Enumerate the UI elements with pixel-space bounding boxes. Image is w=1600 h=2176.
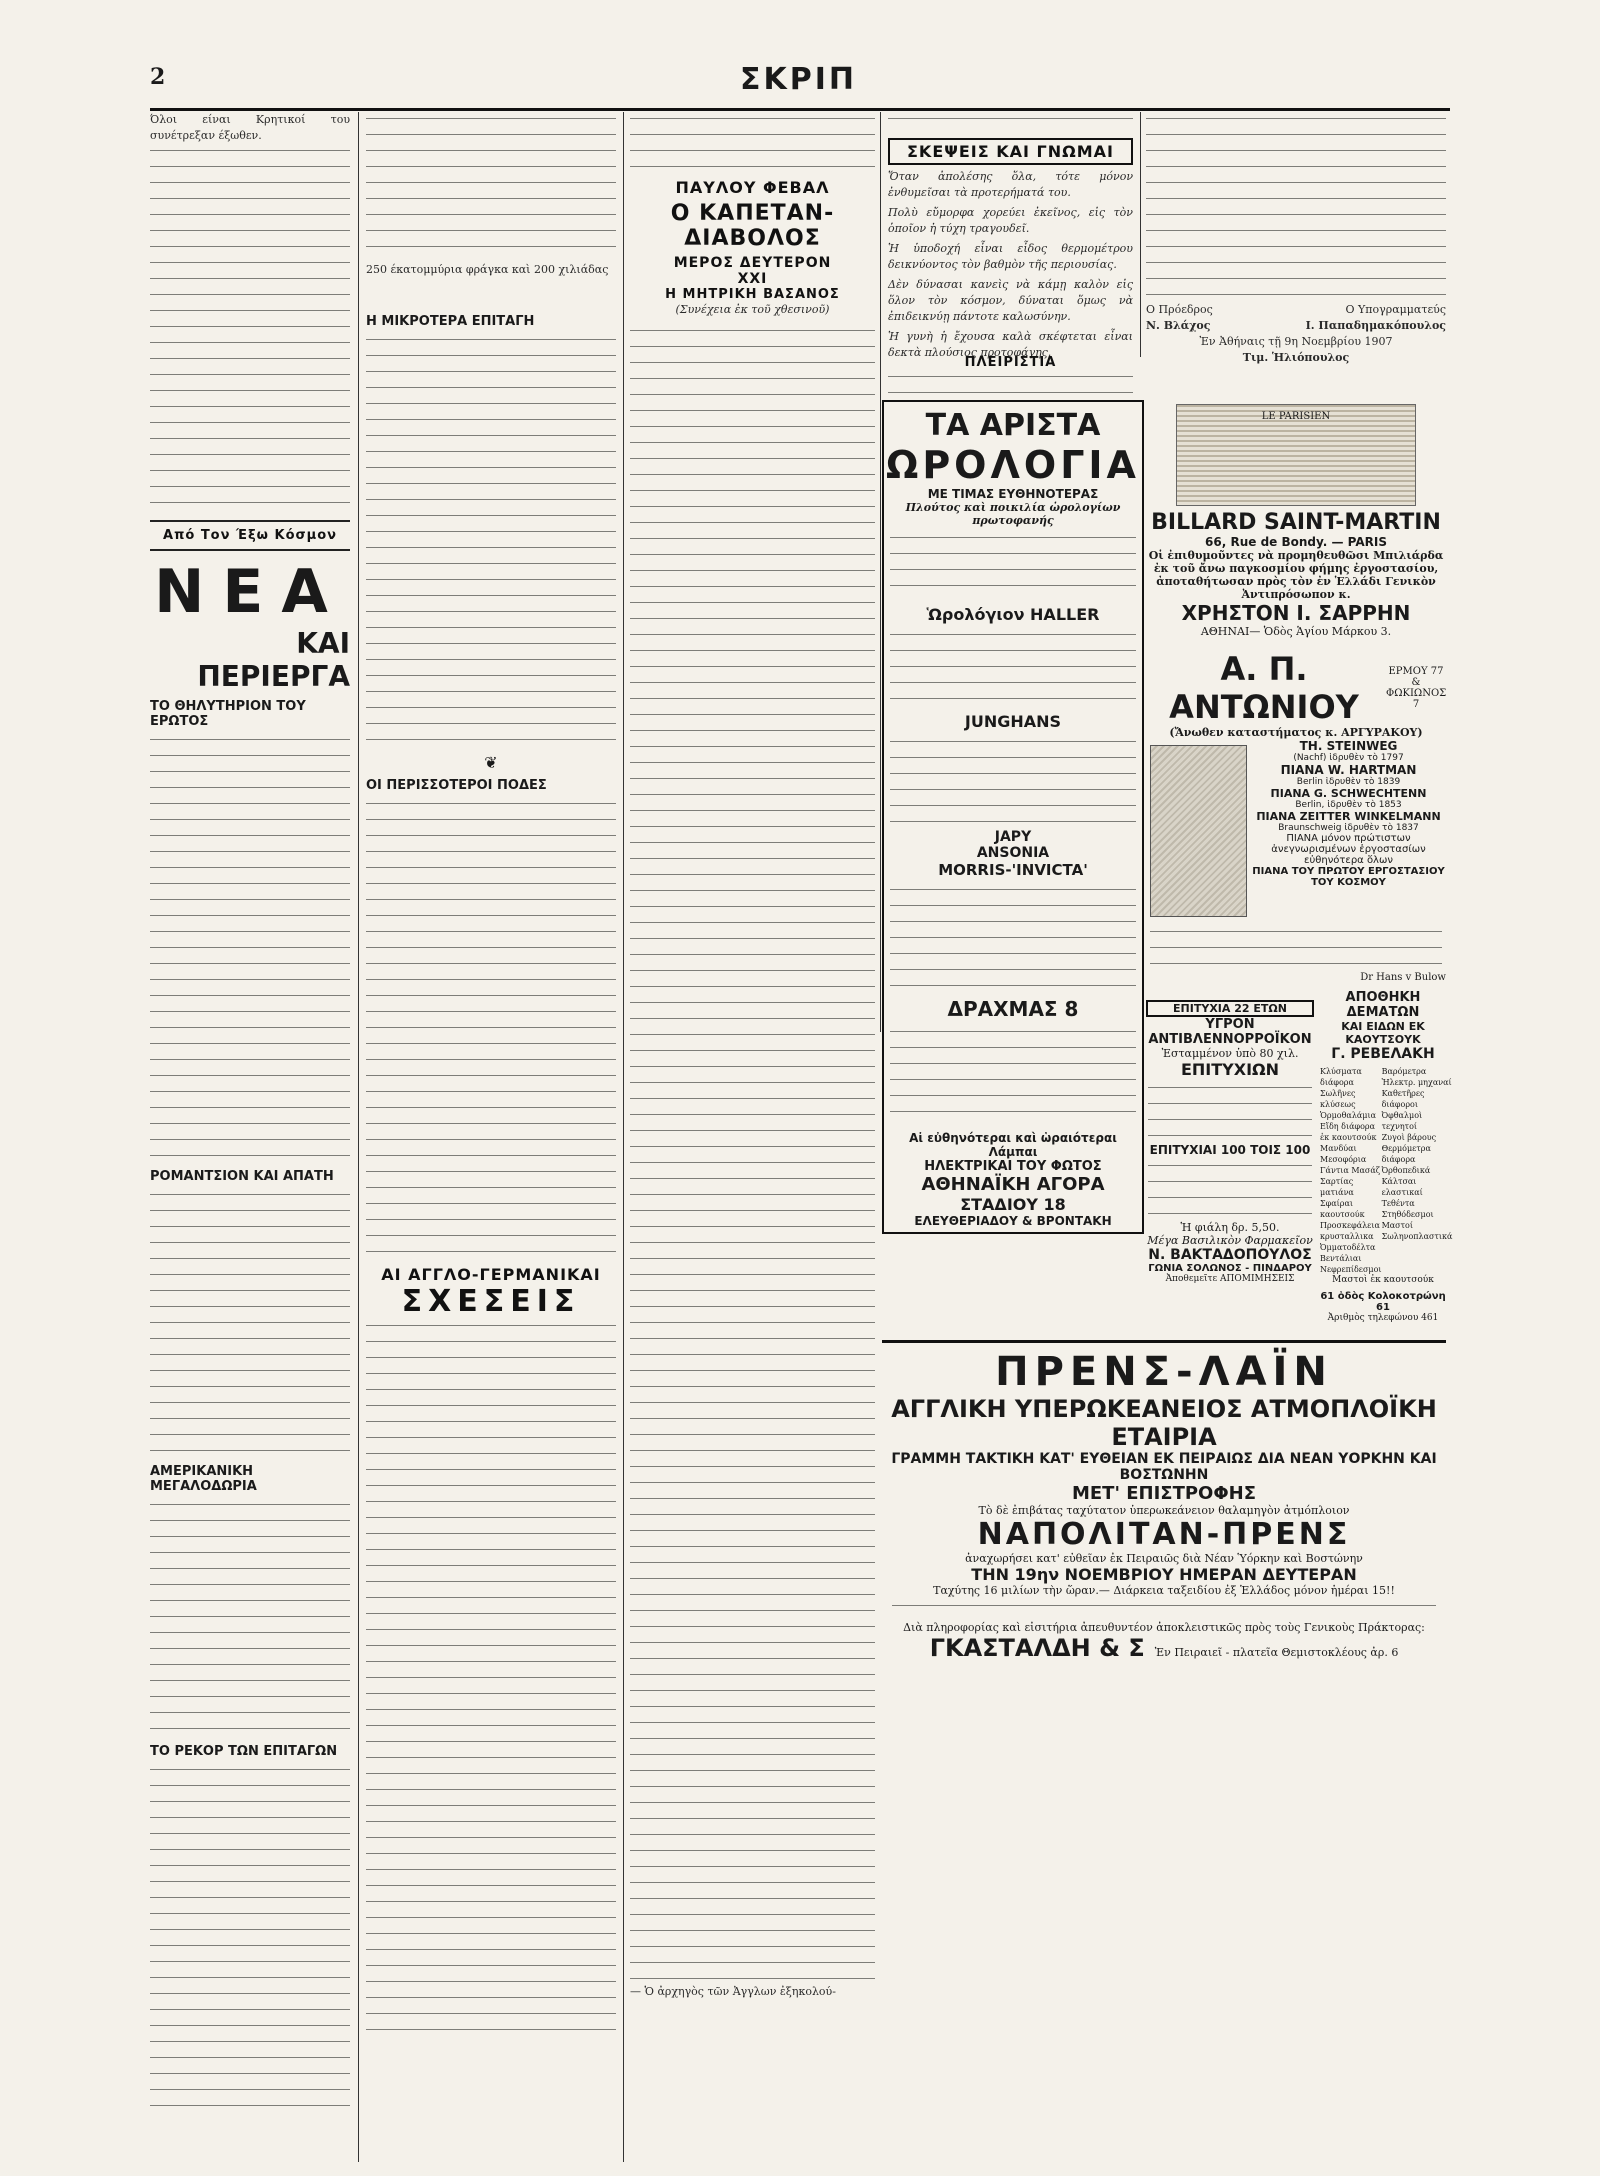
rubber-ad	[1320, 990, 1453, 1335]
rubber-item: Καθετῆρες διάφοροι	[1381, 1089, 1425, 1109]
heading-pleiristia: ΠΛΕΙΡΙΣΤΙΑ	[964, 355, 1057, 370]
notice-signatures	[1146, 302, 1446, 318]
antoniou-ad	[1146, 650, 1447, 983]
watches-line4: Πλούτος καὶ ποικιλία ὡρολογίων πρωτοφανής	[905, 501, 1121, 527]
watches-morris: MORRIS-'INVICTA'	[938, 861, 1088, 879]
billard-address: 66, Rue de Bondy. — PARIS	[1205, 535, 1387, 549]
text-block	[366, 112, 616, 262]
rubber-item: Ὀμματοδέλτα	[1320, 1243, 1376, 1252]
rubber-item: Στηθόδεσμοι	[1381, 1210, 1434, 1219]
novel-author: ΠΑΥΛΟΥ ΦΕΒΑΛ	[675, 178, 830, 197]
heading-podes: ΟΙ ΠΕΡΙΣΣΟΤΕΡΟΙ ΠΟΔΕΣ	[366, 778, 547, 793]
prince-h4: ΜΕΤ' ΕΠΙΣΤΡΟΦΗΣ	[1071, 1483, 1257, 1504]
rubber-item: Κλύσματα διάφορα	[1320, 1067, 1362, 1087]
text-block	[888, 112, 1133, 134]
lamps-line5: ΕΛΕΥΘΕΡΙΑΔΟΥ & ΒΡΟΝΤΑΚΗ	[914, 1214, 1112, 1228]
billiard-table-image	[1176, 404, 1416, 506]
rubber-item: Γάντια Μασάζ	[1320, 1166, 1381, 1175]
rubber-h2: ΚΑΙ ΕΙΔΩΝ ΕΚ ΚΑΟΥΤΣΟΥΚ	[1341, 1020, 1425, 1046]
notice-secretary: Ι. Παπαδημακόπουλος	[1305, 319, 1446, 332]
rubber-item: Προσκεφάλεια κρυσταλλικα	[1320, 1221, 1380, 1241]
rubber-item: Ὀρθοπεδικά	[1381, 1166, 1431, 1175]
billiard-table-label: LE PARISIEN	[1261, 411, 1331, 422]
anti-h9: ΓΩΝΙΑ ΣΟΛΩΝΟΣ - ΠΙΝΔΑΡΟΥ	[1148, 1263, 1312, 1274]
text-block	[890, 628, 1136, 708]
billard-name: BILLARD SAINT-MARTIN	[1151, 510, 1441, 535]
anti-h5: ΕΠΙΤΥΧΙΑΙ 100 ΤΟΙΣ 100	[1149, 1143, 1311, 1157]
rubber-item: Σαρτίας ματιάνα	[1320, 1177, 1354, 1197]
antoniou-name: Α. Π. ΑΝΤΩΝΙΟΥ	[1169, 650, 1359, 726]
rubber-item: Μεσοφόρια	[1320, 1155, 1367, 1164]
prince-h6: ΝΑΠΟΛΙΤΑΝ-ΠΡΕΝΣ	[977, 1517, 1351, 1552]
piano-brand-2-note: Berlin ἱδρυθὲν τὸ 1839	[1296, 777, 1401, 787]
prince-line-ad	[882, 1340, 1446, 1662]
anti-h6: Ἡ φιάλη δρ. 5,50.	[1180, 1221, 1280, 1234]
watches-haller: Ὡρολόγιον HALLER	[926, 605, 1100, 624]
anti-h7: Μέγα Βασιλικὸν Φαρμακεῖον	[1147, 1234, 1313, 1247]
text-block	[366, 333, 616, 753]
fragment-text: 250 έκατομμύρια φράγκα καὶ 200 χιλιάδας	[366, 263, 609, 276]
prince-h10: Διὰ πληροφορίας καὶ εἰσιτήρια ἀπευθυντέον ἀποκλειστικῶς πρὸς τοὺς Γενικοὺς Πράκτορας:	[903, 1621, 1425, 1634]
rubber-item: Σωλῆνες κλύσεως	[1320, 1089, 1356, 1109]
heading-skepseis: ΣΚΕΨΕΙΣ ΚΑΙ ΓΝΩΜΑΙ	[888, 138, 1133, 165]
notice-sign: Τιμ. Ἡλιόπουλος	[1242, 351, 1350, 364]
prince-h12: Ἐν Πειραιεῖ - πλατεῖα Θεμιστοκλέους ἀρ. 6	[1154, 1646, 1399, 1659]
column-3	[630, 112, 875, 2162]
anti-h8: Ν. ΒΑΚΤΑΔΟΠΟΥΛΟΣ	[1148, 1247, 1312, 1263]
pleiristia-box	[888, 355, 1133, 395]
text-block	[1150, 925, 1442, 970]
rubber-item: Τεθέντα	[1381, 1199, 1415, 1208]
heading-american: ΑΜΕΡΙΚΑΝΙΚΗ ΜΕΓΑΛΟΔΩΡΙΑ	[150, 1464, 257, 1494]
text-block	[1146, 112, 1446, 302]
text-block	[150, 144, 350, 514]
newspaper-title: ΣΚΡΙΠ	[740, 62, 857, 97]
quote-2: Πολὺ εὔμορφα χορεύει ἐκεῖνος, εἰς τὸν ὁποῖον ἡ τύχη τραγουδεῖ.	[888, 206, 1133, 235]
antoniou-sub: (Ἄνωθεν καταστήματος κ. ΑΡΓΥΡΑΚΟΥ)	[1169, 726, 1423, 739]
column-2	[366, 112, 616, 2162]
rubber-item: Ζυγοὶ βάρους	[1381, 1133, 1437, 1142]
piano-brand-1-note: (Nachf) ἱδρυθὲν τὸ 1797	[1293, 753, 1404, 763]
heading-romance: ΡΟΜΑΝΤΣΙΟΝ ΚΑΙ ΑΠΑΤΗ	[150, 1169, 334, 1184]
masthead	[150, 62, 1450, 111]
watches-line3: ΜΕ ΤΙΜΑΣ ΕΥΘΗΝΟΤΕΡΑΣ	[927, 487, 1099, 501]
rubber-note: Μαστοὶ ἐκ καουτσούκ	[1332, 1275, 1434, 1285]
piano-brand-6: ΠΙΑΝΑ ΤΟΥ ΠΡΩΤΟΥ ΕΡΓΟΣΤΑΣΙΟΥ ΤΟΥ ΚΟΣΜΟΥ	[1252, 866, 1445, 888]
piano-brand-4-note: Braunschweig ἱδρυθὲν τὸ 1837	[1278, 823, 1419, 833]
column-rule	[623, 112, 624, 2162]
notice-names	[1146, 318, 1446, 334]
rubber-h1: ΑΠΟΘΗΚΗ ΔΕΜΑΤΩΝ	[1345, 990, 1421, 1020]
heading-anglogerm-2: ΣΧΕΣΕΙΣ	[401, 1284, 581, 1319]
text-block	[1148, 1159, 1312, 1219]
watches-japy: JAPY	[994, 829, 1032, 845]
column-rule	[1140, 112, 1141, 357]
rubber-item: Ὀφθαλμοὶ τεχνητοί	[1381, 1111, 1423, 1131]
watches-drachmai: ΔΡΑΧΜΑΣ 8	[947, 997, 1079, 1021]
watches-junghans: JUNGHANS	[964, 712, 1062, 731]
column-4-top	[888, 112, 1133, 359]
piano-brand-4: ΠΙΑΝΑ ZEITTER WINKELMANN	[1256, 810, 1441, 823]
rubber-phone: Ἀριθμὸς τηλεφώνου 461	[1327, 1313, 1439, 1323]
rubber-items-right	[1382, 1066, 1453, 1275]
prince-h5: Τὸ δὲ ἐπιβάτας ταχύτατον ὑπερωκεάνειον θαλαμηγὸν ἀτμόπλοιον	[978, 1504, 1350, 1517]
rubber-item: Σφαίραι καουτσούκ	[1320, 1199, 1365, 1219]
billard-ad	[1146, 400, 1446, 640]
piano-image	[1150, 745, 1247, 917]
rubber-item: Σωληνοπλαστικά	[1381, 1232, 1453, 1241]
rubber-item: Ἠλεκτρ. μηχαναί	[1381, 1078, 1452, 1087]
text-block	[630, 324, 875, 1984]
heading-erotos: ΤΟ ΘΗΛΥΤΗΡΙΟΝ ΤΟΥ ΕΡΩΤΟΣ	[150, 699, 306, 729]
divider	[150, 549, 350, 551]
rubber-item: Νεφρεπίδεσμοι	[1320, 1265, 1382, 1274]
heading-mikrotera: Η ΜΙΚΡΟΤΕΡΑ ΕΠΙΤΑΓΗ	[366, 314, 535, 329]
text-block	[150, 1498, 350, 1738]
watches-line1: ΤΑ ΑΡΙΣΤΑ	[925, 408, 1101, 443]
perierga-heading: ΚΑΙ ΠΕΡΙΕΡΓΑ	[197, 627, 350, 693]
text-block	[366, 797, 616, 1257]
prince-h9: Ταχύτης 16 μιλίων τὴν ὥραν.— Διάρκεια ταξειδίου ἐξ Ἑλλάδος μόνον ἡμέραι 15!!	[933, 1584, 1395, 1597]
text-block	[1148, 1081, 1312, 1141]
rubber-item: Βεντάλιαι	[1320, 1254, 1362, 1263]
page-number: 2	[150, 64, 166, 90]
lamps-line1: Αἰ εὐθηνότεραι καὶ ὡραιότεραι Λάμπαι	[909, 1131, 1117, 1159]
novel-continuation: (Συνέχεια ἐκ τοῦ χθεσινοῦ)	[675, 303, 830, 316]
anti-h10: Ἀποθεμεῖτε ΑΠΟΜΙΜΗΣΕΙΣ	[1165, 1274, 1295, 1284]
novel-title: Ο ΚΑΠΕΤΑΝ-ΔΙΑΒΟΛΟΣ	[670, 201, 835, 251]
novel-closing: — Ὁ ἀρχηγὸς τῶν Ἀγγλων ἐξηκολού-	[630, 1985, 836, 1998]
anti-h3: Ἐσταμμένον ὑπὸ 80 χιλ.	[1161, 1047, 1299, 1060]
nea-heading: ΝΕΑ	[154, 557, 346, 627]
lamps-line3: ΑΘΗΝΑΪΚΗ ΑΓΟΡΑ	[921, 1174, 1105, 1195]
quote-5: Ἡ γυνὴ ἡ ἔχουσα καλὰ σκέφτεται εἶναι δεκτὰ πλούσιος προτοφάγης.	[888, 330, 1133, 359]
anti-h1: ΕΠΙΤΥΧΙΑ 22 ΕΤΩΝ	[1146, 1000, 1314, 1017]
billard-agent-address: ΑΘΗΝΑΙ— Ὁδὸς Ἁγίου Μάρκου 3.	[1200, 625, 1392, 638]
lamps-line2: ΗΛΕΚΤΡΙΚΑΙ ΤΟΥ ΦΩΤΟΣ	[924, 1159, 1102, 1174]
prince-h3: ΓΡΑΜΜΗ ΤΑΚΤΙΚΗ ΚΑΤ' ΕΥΘΕΙΑΝ ΕΚ ΠΕΙΡΑΙΩΣ ΔΙΑ ΝΕΑΝ ΥΟΡΚΗΝ ΚΑΙ ΒΟΣΤΩΝΗΝ	[891, 1451, 1437, 1483]
prince-h7: ἀναχωρήσει κατ' εὐθεῖαν ἐκ Πειραιῶς διὰ Νέαν Ὑόρκην καὶ Βοστώνην	[965, 1552, 1363, 1565]
text-block	[150, 1763, 350, 2113]
piano-brand-1: TH. STEINWEG	[1299, 739, 1398, 753]
lamps-line4: ΣΤΑΔΙΟΥ 18	[960, 1195, 1066, 1214]
novel-part: ΜΕΡΟΣ ΔΕΥΤΕΡΟΝ	[673, 255, 832, 271]
rubber-item: Κάλτσαι ελαστικαί	[1381, 1177, 1423, 1197]
piano-brand-3-note: Berlin, ἱδρυθὲν τὸ 1853	[1295, 800, 1402, 810]
rubber-item: Μαστοί	[1381, 1221, 1413, 1230]
notice-president-label: Ο Πρόεδρος	[1146, 303, 1213, 316]
prince-h1: ΠΡΕΝΣ-ΛΑΪΝ	[995, 1349, 1333, 1395]
notice-date: Ἐν Ἀθήναις τῇ 9η Νοεμβρίου 1907	[1199, 335, 1393, 348]
ornament: ❦	[484, 753, 498, 772]
text-block	[890, 883, 1136, 993]
prince-h8: ΤΗΝ 19ην ΝΟΕΜΒΡΙΟΥ ΗΜΕΡΑΝ ΔΕΥΤΕΡΑΝ	[971, 1565, 1357, 1584]
rubber-item: Ὁρμοθαλάμια	[1320, 1111, 1377, 1120]
text-block	[892, 1599, 1436, 1619]
text-block	[630, 112, 875, 172]
piano-brand-2: ΠΙΑΝΑ W. HARTMAN	[1280, 763, 1417, 777]
billard-description: Οἱ ἐπιθυμοῦντες νὰ προμηθευθῶσι Μπιλιάρδα ἐκ τοῦ ἄνω παγκοσμίου φήμης ἐργοστασίου, ἀποταθήτωσαν πρὸς τὸν ἐν Ἑλλάδι Γενικὸν Ἀντιπρόσωπον κ.	[1148, 549, 1444, 601]
antoniou-address: ΕΡΜΟΥ 77 & ΦΩΚΙΩΝΟΣ 7	[1386, 666, 1447, 710]
quote-1: Ὅταν ἀπολέσης ὅλα, τότε μόνον ἐνθυμεῖσαι τὰ προτερήματά του.	[888, 170, 1133, 199]
piano-brand-3: ΠΙΑΝΑ G. SCHWECHTENN	[1270, 787, 1427, 800]
text-block	[890, 1025, 1136, 1125]
novel-chapter-title: Η ΜΗΤΡΙΚΗ ΒΑΣΑΝΟΣ	[665, 287, 840, 302]
quote-3: Ἡ ὑποδοχή εἶναι εἶδος θερμομέτρου δεικνύοντος τὸν βαθμὸν τῆς περιουσίας.	[888, 242, 1133, 271]
prince-h11: ΓΚΑΣΤΑΛΔΗ & Σ	[929, 1634, 1145, 1662]
anti-h2: ΥΓΡΟΝ ΑΝΤΙΒΛΕΝΝΟΡΡΟΪΚΟΝ	[1148, 1017, 1312, 1047]
watches-line2: ΩΡΟΛΟΓΙΑ	[886, 443, 1140, 487]
billard-agent: ΧΡΗΣΤΟΝ Ι. ΣΑΡΡΗΝ	[1181, 601, 1411, 625]
text-block	[366, 1319, 616, 2039]
divider	[150, 520, 350, 522]
watches-ansonia: ANSONIA	[976, 845, 1050, 861]
anti-h4: ΕΠΙΤΥΧΙΩΝ	[1180, 1060, 1280, 1079]
column-rule	[880, 112, 881, 1032]
heading-record: ΤΟ ΡΕΚΟΡ ΤΩΝ ΕΠΙΤΑΓΩΝ	[150, 1744, 338, 1759]
column-rule	[358, 112, 359, 2162]
prince-h2: ΑΓΓΛΙΚΗ ΥΠΕΡΩΚΕΑΝΕΙΟΣ ΑΤΜΟΠΛΟΪΚΗ ΕΤΑΙΡΙΑ	[891, 1395, 1437, 1451]
rubber-item: Μανδύαι	[1320, 1144, 1357, 1153]
column-5-top	[1146, 112, 1446, 412]
novel-chapter: XXI	[737, 271, 768, 287]
quote-4: Δὲν δύνασαι κανεὶς νὰ κάμῃ καλὸν εἰς ὅλον τὸν κόσμον, δύναται ὅμως νὰ ἐπιδεικνύῃ πάντοτε καλωσύνην.	[888, 278, 1133, 323]
text-block	[150, 733, 350, 1163]
opening-text: Όλοι είναι Κρητικοί του συνέτρεξαν έξωθεν.	[150, 113, 350, 142]
rubber-item: Θερμόμετρα διάφορα	[1381, 1144, 1431, 1164]
piano-testimonial: Dr Hans v Bulow	[1360, 972, 1446, 983]
piano-brand-5: ΠΙΑΝΑ μόνον πρώτιστων ἀνεγνωρισμένων ἐργοστασίων εὐθηνότερα ὅλων	[1271, 833, 1426, 866]
column-1	[150, 112, 350, 2162]
heading-anglogerm-1: ΑΙ ΑΓΓΛΟ-ΓΕΡΜΑΝΙΚΑΙ	[381, 1265, 601, 1284]
anti-ad	[1146, 1000, 1314, 1335]
notice-secretary-label: Ο Υπογραμματεύς	[1345, 303, 1446, 316]
text-block	[888, 370, 1133, 400]
rubber-item: Εἴδη διάφορα ἐκ καουτσούκ	[1320, 1122, 1377, 1142]
section-from-world: Από Τον Έξω Κόσμον	[163, 528, 337, 543]
text-block	[890, 735, 1136, 825]
rubber-address: 61 ὁδὸς Κολοκοτρώνη 61	[1320, 1291, 1446, 1313]
text-block	[890, 531, 1136, 601]
notice-president: Ν. Βλάχος	[1146, 319, 1211, 332]
watches-ad	[882, 400, 1144, 1234]
rubber-h3: Γ. ΡΕΒΕΛΑΚΗ	[1331, 1046, 1435, 1062]
rubber-items-left	[1320, 1066, 1382, 1275]
text-block	[150, 1188, 350, 1458]
rubber-item: Βαρόμετρα	[1381, 1067, 1427, 1076]
